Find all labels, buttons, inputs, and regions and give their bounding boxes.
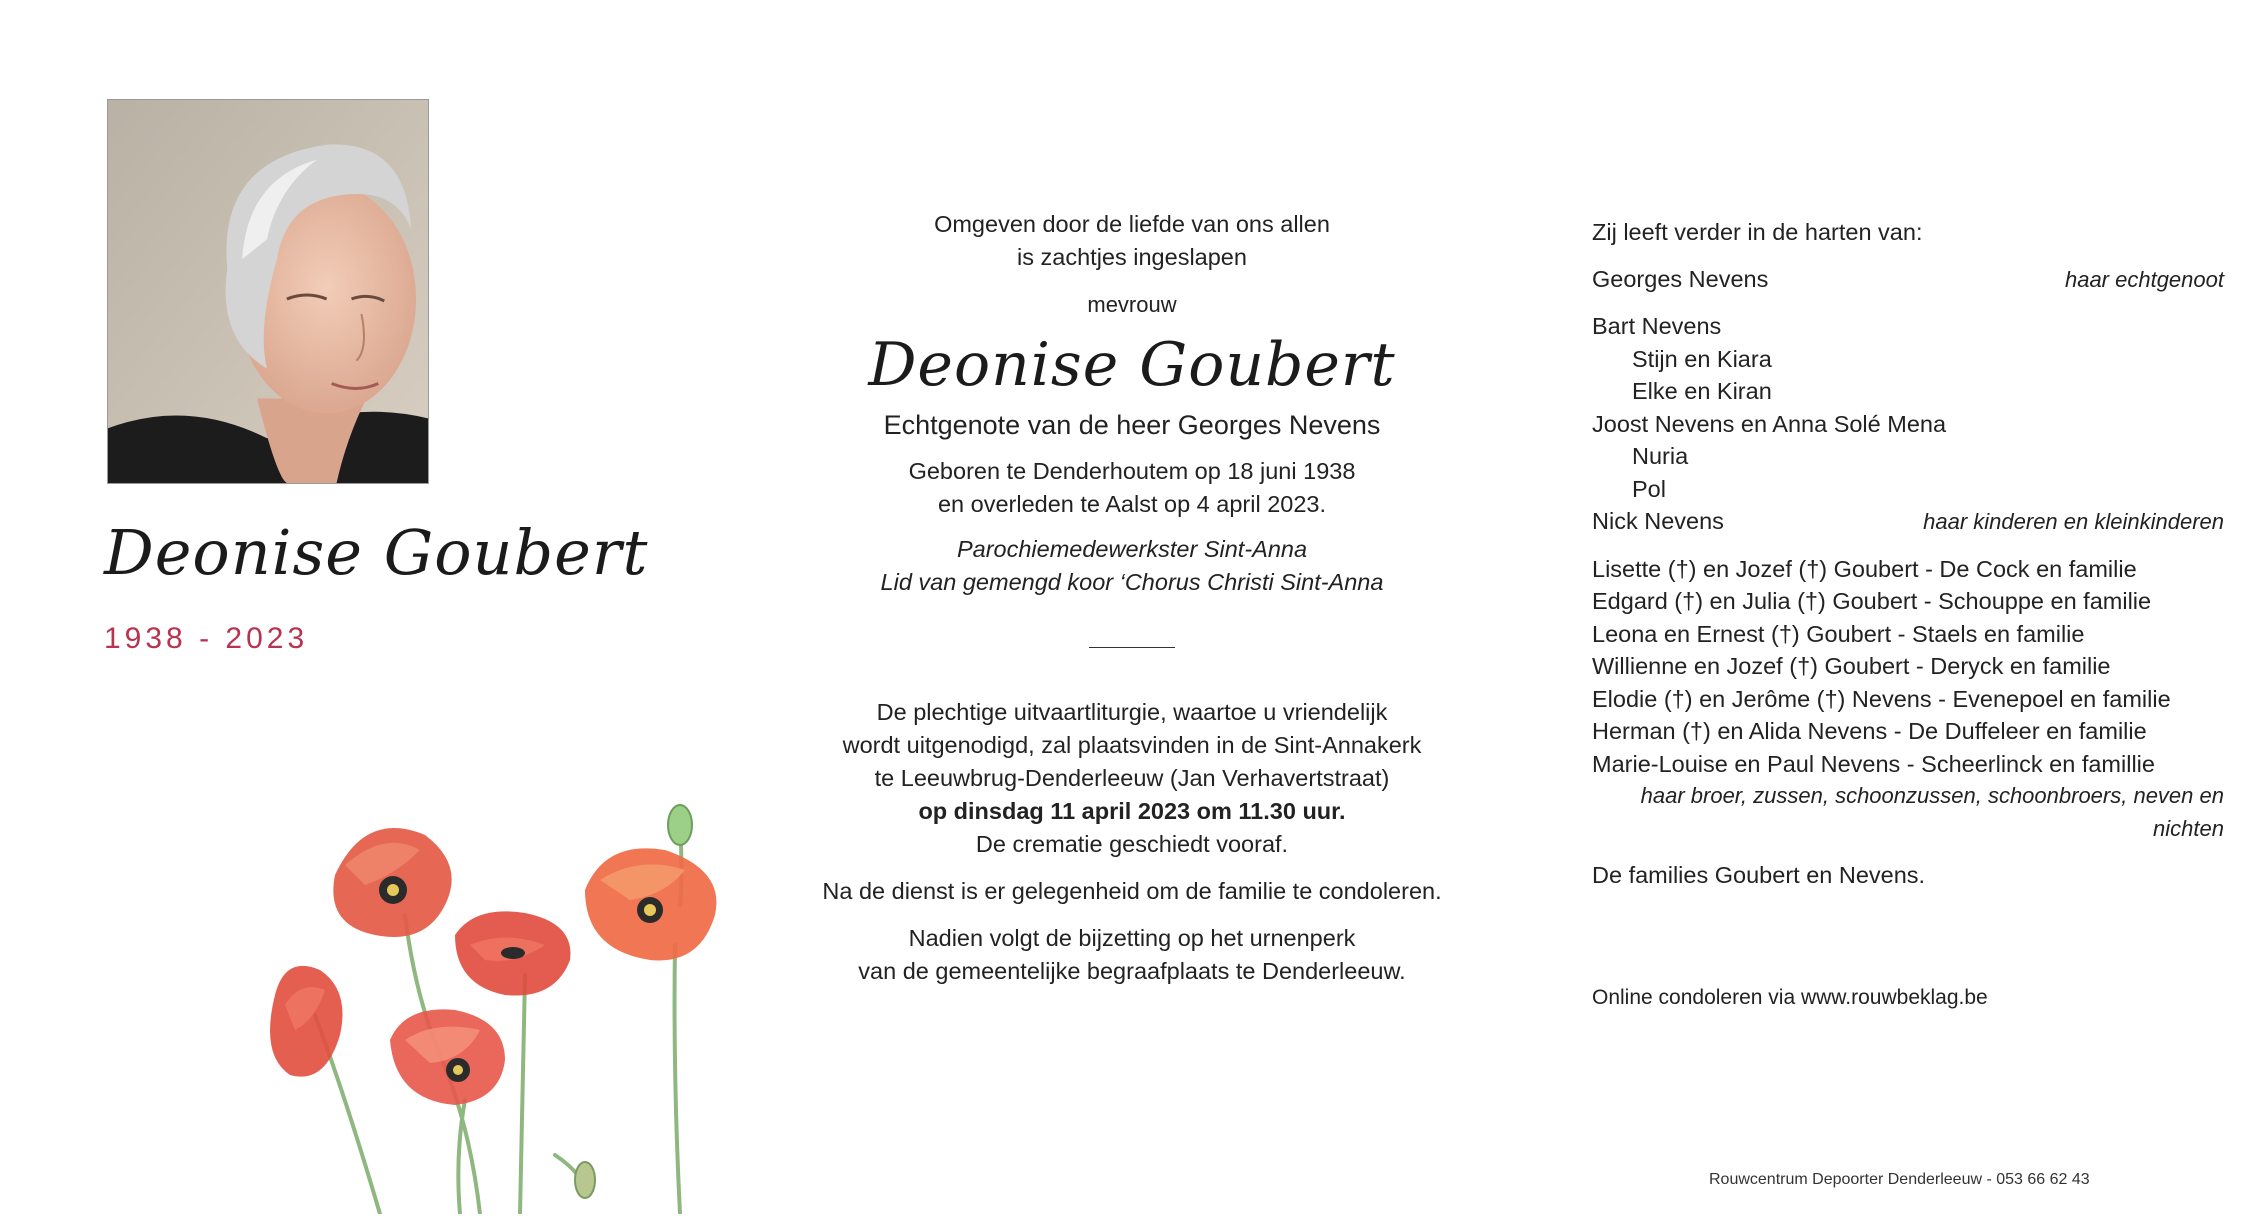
birth-line: Geboren te Denderhoutem op 18 juni 1938 (908, 458, 1356, 484)
list-item: Nuria (1632, 443, 1689, 469)
list-item: Herman (†) en Alida Nevens - De Duffeleer en familie (1592, 718, 2147, 744)
list-item: Bart Nevens (1592, 313, 1722, 339)
list-item: Elke en Kiran (1632, 378, 1772, 404)
divider-line (1089, 647, 1175, 648)
list-item: Willienne en Jozef (†) Goubert - Deryck en familie (1592, 653, 2111, 679)
list-item: Leona en Ernest (†) Goubert - Staels en familie (1592, 620, 2085, 647)
poppy-5 (390, 1009, 505, 1105)
deceased-name-script: Deonise Goubert (104, 516, 649, 589)
spouse-role: haar echtgenoot (2064, 266, 2224, 292)
families-line: De families Goubert en Nevens. (1592, 862, 1926, 888)
list-item: Joost Nevens en Anna Solé Mena (1592, 410, 1947, 437)
list-item: Edgard (†) en Julia (†) Goubert - Schouppe en familie (1592, 588, 2152, 614)
funeral-line-1: De plechtige uitvaartliturgie, waartoe u vriendelijk (876, 699, 1388, 725)
siblings-role: haar broer, zussen, schoonzussen, schoonbroers, neven en nichten (1640, 783, 2224, 841)
spouse-line: Echtgenote van de heer Georges Nevens (883, 410, 1381, 440)
cremation-line: De crematie geschiedt vooraf. (975, 831, 1289, 857)
intro-line-1: Omgeven door de liefde van ons allen (934, 211, 1330, 237)
funeral-line-3: te Leeuwbrug-Denderleeuw (Jan Verhavertstraat) (874, 765, 1390, 791)
poppy-3 (585, 848, 716, 960)
role-line-1: Parochiemedewerkster Sint-Anna (956, 536, 1308, 562)
list-item: Lisette (†) en Jozef (†) Goubert - De Cock en familie (1592, 555, 2137, 582)
list-item: Marie-Louise en Paul Nevens - Scheerlinck en famillie (1592, 750, 2155, 777)
life-years: 1938 - 2023 (104, 622, 309, 655)
children-last-row (1592, 505, 2224, 539)
family-list (1592, 216, 2224, 892)
family-heading: Zij leeft verder in de harten van: (1592, 219, 1923, 245)
list-item: Stijn en Kiara (1632, 345, 1772, 372)
intro-line-2: is zachtjes ingeslapen (1017, 244, 1247, 270)
portrait-photo (107, 99, 429, 484)
children-block (1592, 310, 2224, 539)
poppy-2 (455, 911, 570, 995)
list-item: Nick Nevens (1592, 508, 1724, 534)
death-line: en overleden te Aalst op 4 april 2023. (937, 491, 1327, 517)
funeral-line-2: wordt uitgenodigd, zal plaatsvinden in de Sint-Annakerk (842, 732, 1422, 758)
funeral-home-footer: Rouwcentrum Depoorter Denderleeuw - 053 66 62 43 (1709, 1171, 2090, 1188)
spouse-row (1592, 263, 2224, 297)
burial-line-2: van de gemeentelijke begraafplaats te Denderleeuw. (858, 958, 1406, 984)
announcement-center (818, 208, 1446, 988)
list-item: Elodie (†) en Jerôme (†) Nevens - Evenepoel en familie (1592, 685, 2171, 712)
condolence-line: Na de dienst is er gelegenheid om de familie te condoleren. (822, 878, 1442, 904)
spouse-name: Georges Nevens (1592, 265, 1769, 292)
deceased-name-large: Deonise Goubert (868, 330, 1396, 400)
children-role: haar kinderen en kleinkinderen (1923, 509, 2224, 534)
burial-line-1: Nadien volgt de bijzetting op het urnenperk (908, 925, 1356, 951)
poppy-1 (333, 828, 451, 937)
list-item: Pol (1632, 475, 1666, 502)
online-condolence-link[interactable]: Online condoleren via www.rouwbeklag.be (1592, 986, 1988, 1009)
title-mevrouw: mevrouw (1087, 292, 1177, 317)
funeral-date: op dinsdag 11 april 2023 om 11.30 uur. (918, 798, 1346, 824)
siblings-block (1592, 553, 2224, 846)
role-line-2: Lid van gemengd koor ‘Chorus Christi Sint-Anna (880, 569, 1384, 595)
poppy-flowers-illustration (255, 795, 735, 1214)
